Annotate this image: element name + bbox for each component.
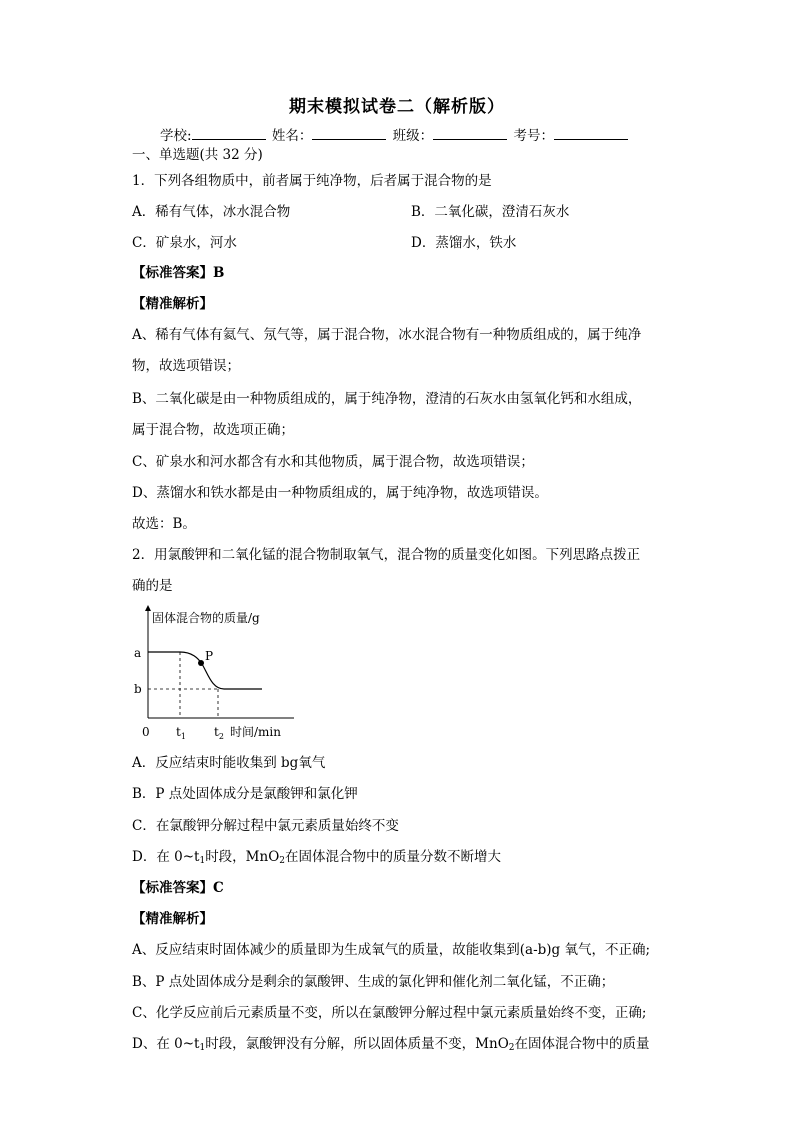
y-tick-b: b	[134, 682, 142, 696]
q2-stem-line2: 确的是	[132, 578, 173, 594]
q1-explain-a-line2: 物，故选项错误；	[132, 358, 240, 374]
q2-analysis-title: 【精准解析】	[132, 911, 213, 927]
class-label: 班级：	[392, 128, 434, 144]
q1-option-a: A．稀有气体，冰水混合物	[132, 204, 291, 220]
x-tick-t1: $t_1$	[176, 725, 186, 741]
school-label: 学校:	[160, 128, 192, 144]
y-tick-a: a	[134, 646, 142, 660]
q2-explain-b: B、P 点处固体成分是剩余的氯酸钾、生成的氯化钾和催化剂二氧化锰，不正确；	[132, 974, 615, 990]
q1-option-b: B．二氧化碳，澄清石灰水	[411, 204, 570, 220]
q2-option-b: B．P 点处固体成分是氯酸钾和氯化钾	[132, 786, 358, 802]
q2-explain-a: A、反应结束时固体减少的质量即为生成氧气的质量，故能收集到(a-b)g 氧气，不正确;	[132, 942, 651, 958]
student-info-row	[160, 124, 630, 144]
exam-no-label: 考号：	[513, 128, 554, 144]
q1-explain-a-line1: A、稀有气体有氦气、氖气等，属于混合物，冰水混合物有一种物质组成的，属于纯净	[132, 327, 642, 343]
q1-option-c: C．矿泉水，河水	[132, 235, 237, 251]
name-blank[interactable]	[312, 127, 386, 140]
q1-explain-b-line2: 属于混合物，故选项正确；	[132, 422, 294, 438]
school-blank[interactable]	[192, 127, 266, 140]
q2-answer: 【标准答案】C	[132, 880, 224, 896]
q2-explain-d: D、在 $0\sim t_1$时段，氯酸钾没有分解，所以固体质量不变，MnO$_2$在固体混合物中的质量	[132, 1036, 650, 1053]
y-axis-label: 固体混合物的质量/g	[152, 611, 260, 625]
point-p-label: P	[205, 649, 214, 663]
q2-option-d: D．在 $0\sim t_1$时段，MnO$_2$在固体混合物中的质量分数不断增大	[132, 849, 502, 866]
q2-option-c: C．在氯酸钾分解过程中氯元素质量始终不变	[132, 818, 399, 834]
q2-stem-line1: 2．用氯酸钾和二氧化锰的混合物制取氧气，混合物的质量变化如图。下列思路点拨正	[132, 547, 641, 563]
q1-explain-b-line1: B、二氧化碳是由一种物质组成的，属于纯净物，澄清的石灰水由氢氧化钙和水组成，	[132, 391, 642, 407]
class-blank[interactable]	[433, 127, 507, 140]
q1-explain-d: D、蒸馏水和铁水都是由一种物质组成的，属于纯净物，故选项错误。	[132, 485, 548, 501]
x-axis-label: 时间/min	[230, 725, 281, 739]
q2-explain-c: C、化学反应前后元素质量不变，所以在氯酸钾分解过程中氯元素质量始终不变，正确;	[132, 1005, 647, 1021]
q2-option-a: A．反应结束时能收集到 bg氧气	[132, 755, 326, 771]
q1-explain-c: C、矿泉水和河水都含有水和其他物质，属于混合物，故选项错误；	[132, 454, 534, 470]
section-heading: 一、单选题(共 32 分)	[132, 147, 263, 163]
point-p	[198, 660, 204, 666]
q1-analysis-title: 【精准解析】	[132, 296, 213, 312]
exam-no-blank[interactable]	[554, 127, 628, 140]
origin-label: 0	[142, 725, 150, 739]
name-label: 姓名：	[271, 128, 313, 144]
q1-stem: 1．下列各组物质中，前者属于纯净物，后者属于混合物的是	[132, 173, 492, 189]
q1-answer: 【标准答案】B	[132, 265, 225, 281]
mass-time-graph	[128, 604, 298, 746]
q1-conclusion: 故选：B。	[132, 516, 196, 532]
x-tick-t2: $t_2$	[214, 725, 224, 741]
q1-option-d: D．蒸馏水，铁水	[411, 235, 517, 251]
page-title: 期末模拟试卷二（解析版）	[289, 97, 505, 117]
